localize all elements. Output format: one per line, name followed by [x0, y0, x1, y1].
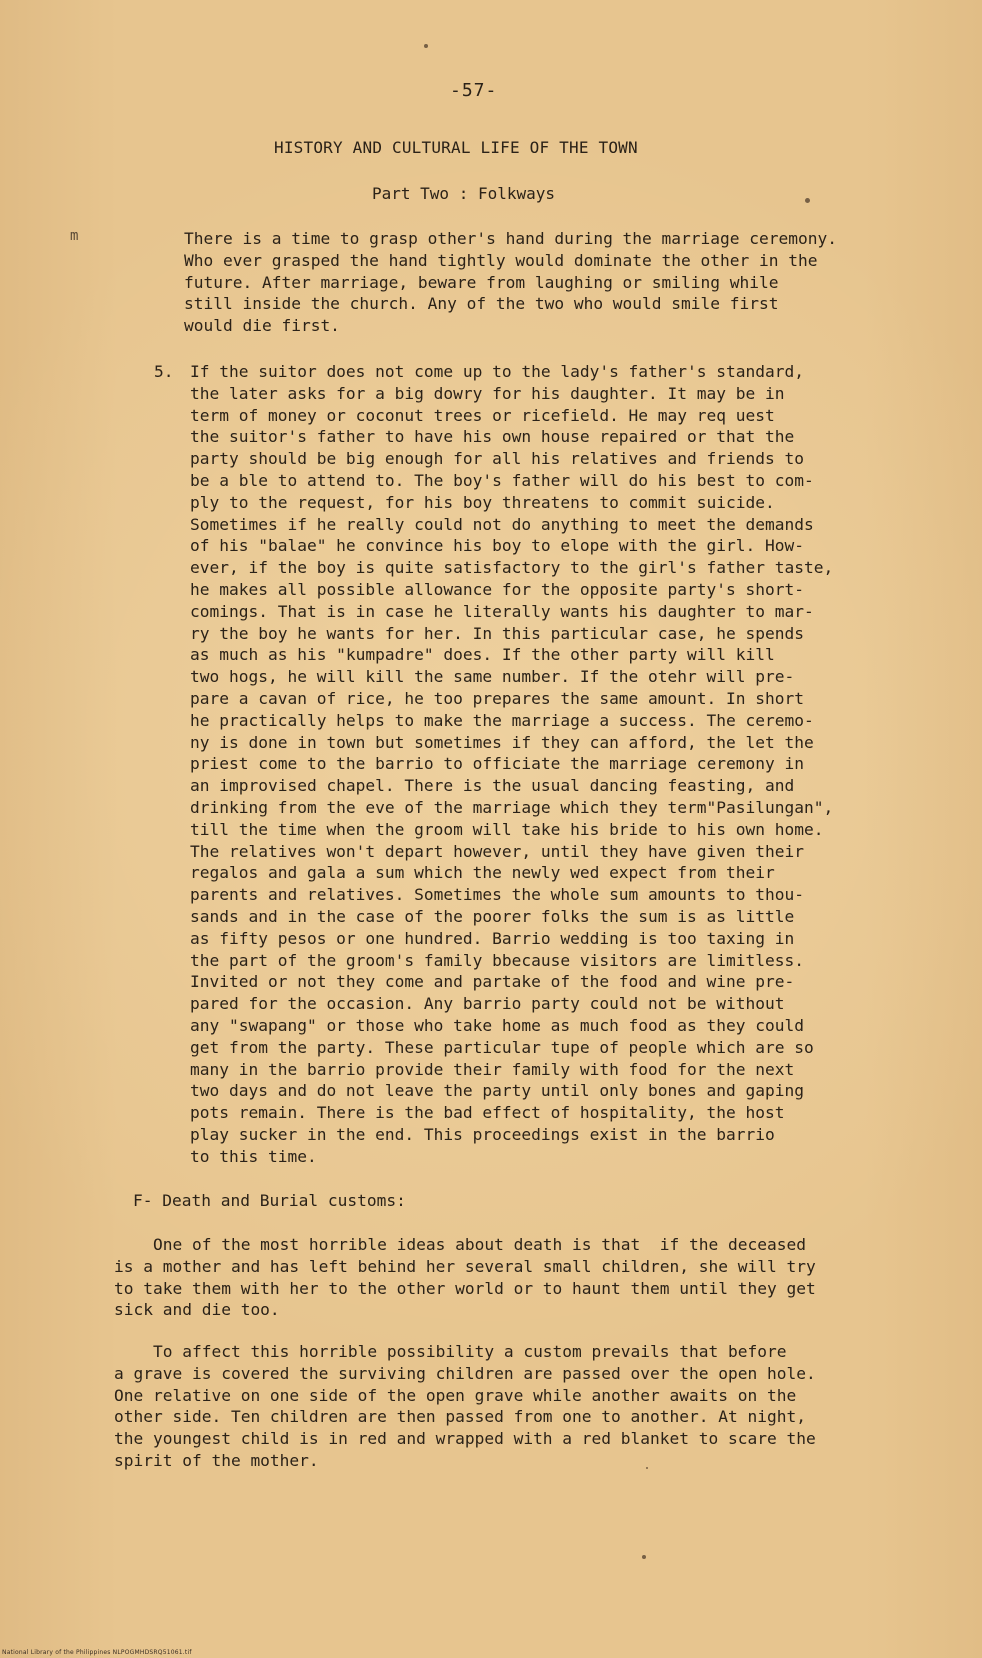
item-number: 5.	[154, 362, 174, 381]
text-line: the youngest child is in red and wrapped with a red blanket to scare the	[114, 1429, 816, 1449]
text-line: ry the boy he wants for her. In this particular case, he spends	[190, 623, 804, 643]
text-line: The relatives won't depart however, until they have given their	[190, 841, 804, 861]
text-line: party should be big enough for all his relatives and friends to	[190, 449, 804, 469]
paragraph-3	[114, 1341, 816, 1472]
text-line: ply to the request, for his boy threatens to commit suicide.	[190, 492, 775, 512]
text-line: One relative on one side of the open grave while another awaits on the	[114, 1385, 797, 1405]
text-line: Sometimes if he really could not do anything to meet the demands	[190, 514, 814, 534]
text-line: is a mother and has left behind her several small children, she will try	[114, 1256, 816, 1276]
text-line: be a ble to attend to. The boy's father will do his best to com-	[190, 470, 814, 490]
text-line: ever, if the boy is quite satisfactory to the girl's father taste,	[190, 558, 834, 578]
text-line: term of money or coconut trees or ricefield. He may req uest	[190, 405, 775, 425]
paper-speck	[805, 198, 810, 203]
text-line: To affect this horrible possibility a custom prevails that before	[114, 1342, 787, 1361]
paper-speck	[642, 1555, 646, 1559]
text-line: future. After marriage, beware from laughing or smiling while	[184, 272, 779, 292]
text-line: sick and die too.	[114, 1300, 280, 1320]
text-line: other side. Ten children are then passed from one to another. At night,	[114, 1407, 806, 1427]
text-line: the later asks for a big dowry for his daughter. It may be in	[190, 383, 785, 403]
section-heading-death-burial: F- Death and Burial customs:	[133, 1191, 406, 1210]
text-line: One of the most horrible ideas about death is that if the deceased	[114, 1235, 806, 1254]
text-line: If the suitor does not come up to the lady's father's standard,	[190, 362, 804, 381]
text-line: spirit of the mother.	[114, 1450, 319, 1470]
text-line: pared for the occasion. Any barrio party could not be without	[190, 994, 785, 1014]
text-line: would die first.	[184, 316, 340, 336]
text-line: two hogs, he will kill the same number. If the otehr will pre-	[190, 667, 795, 687]
text-line: to this time.	[190, 1146, 317, 1166]
paragraph-2	[114, 1234, 816, 1321]
text-line: as fifty pesos or one hundred. Barrio wedding is too taxing in	[190, 928, 795, 948]
text-line: to take them with her to the other world or to haunt them until they get	[114, 1278, 816, 1298]
text-line: the suitor's father to have his own house repaired or that the	[190, 427, 795, 447]
text-line: priest come to the barrio to officiate the marriage ceremony in	[190, 754, 804, 774]
text-line: till the time when the groom will take his bride to his own home.	[190, 819, 824, 839]
text-line: an improvised chapel. There is the usual dancing feasting, and	[190, 776, 795, 796]
archive-footer: National Library of the Philippines NLPOGMHDSRQ51061.tif	[2, 1649, 192, 1656]
text-line: still inside the church. Any of the two who would smile first	[184, 294, 779, 314]
text-line: pots remain. There is the bad effect of hospitality, the host	[190, 1103, 785, 1123]
text-line: regalos and gala a sum which the newly wed expect from their	[190, 863, 775, 883]
text-line: pare a cavan of rice, he too prepares the same amount. In short	[190, 688, 804, 708]
text-line: a grave is covered the surviving children are passed over the open hole.	[114, 1363, 816, 1383]
text-line: of his "balae" he convince his boy to elope with the girl. How-	[190, 536, 804, 556]
text-line: many in the barrio provide their family with food for the next	[190, 1059, 795, 1079]
text-line: the part of the groom's family bbecause visitors are limitless.	[190, 950, 804, 970]
text-line: two days and do not leave the party until only bones and gaping	[190, 1081, 804, 1101]
text-line: he makes all possible allowance for the opposite party's short-	[190, 579, 804, 599]
text-line: comings. That is in case he literally wants his daughter to mar-	[190, 601, 814, 621]
paragraph-1	[184, 228, 837, 337]
text-line: any "swapang" or those who take home as much food as they could	[190, 1015, 804, 1035]
text-line: as much as his "kumpadre" does. If the other party will kill	[190, 645, 775, 665]
text-line: There is a time to grasp other's hand during the marriage ceremony.	[184, 229, 837, 248]
document-subtitle: Part Two : Folkways	[372, 184, 556, 203]
text-line: he practically helps to make the marriage a success. The ceremo-	[190, 710, 814, 730]
text-line: drinking from the eve of the marriage which they term"Pasilungan",	[190, 797, 834, 817]
text-line: parents and relatives. Sometimes the whole sum amounts to thou-	[190, 885, 804, 905]
paper-speck	[424, 44, 428, 48]
text-line: Invited or not they come and partake of the food and wine pre-	[190, 972, 795, 992]
text-line: ny is done in town but sometimes if they can afford, the let the	[190, 732, 814, 752]
page-number: -57-	[450, 80, 498, 101]
document-title: HISTORY AND CULTURAL LIFE OF THE TOWN	[274, 138, 638, 157]
text-line: sands and in the case of the poorer folks the sum is as little	[190, 906, 795, 926]
text-line: play sucker in the end. This proceedings exist in the barrio	[190, 1124, 775, 1144]
text-line: Who ever grasped the hand tightly would dominate the other in the	[184, 250, 818, 270]
text-line: get from the party. These particular tupe of people which are so	[190, 1037, 814, 1057]
item-5-body	[190, 361, 833, 1167]
margin-mark: m	[70, 228, 79, 244]
